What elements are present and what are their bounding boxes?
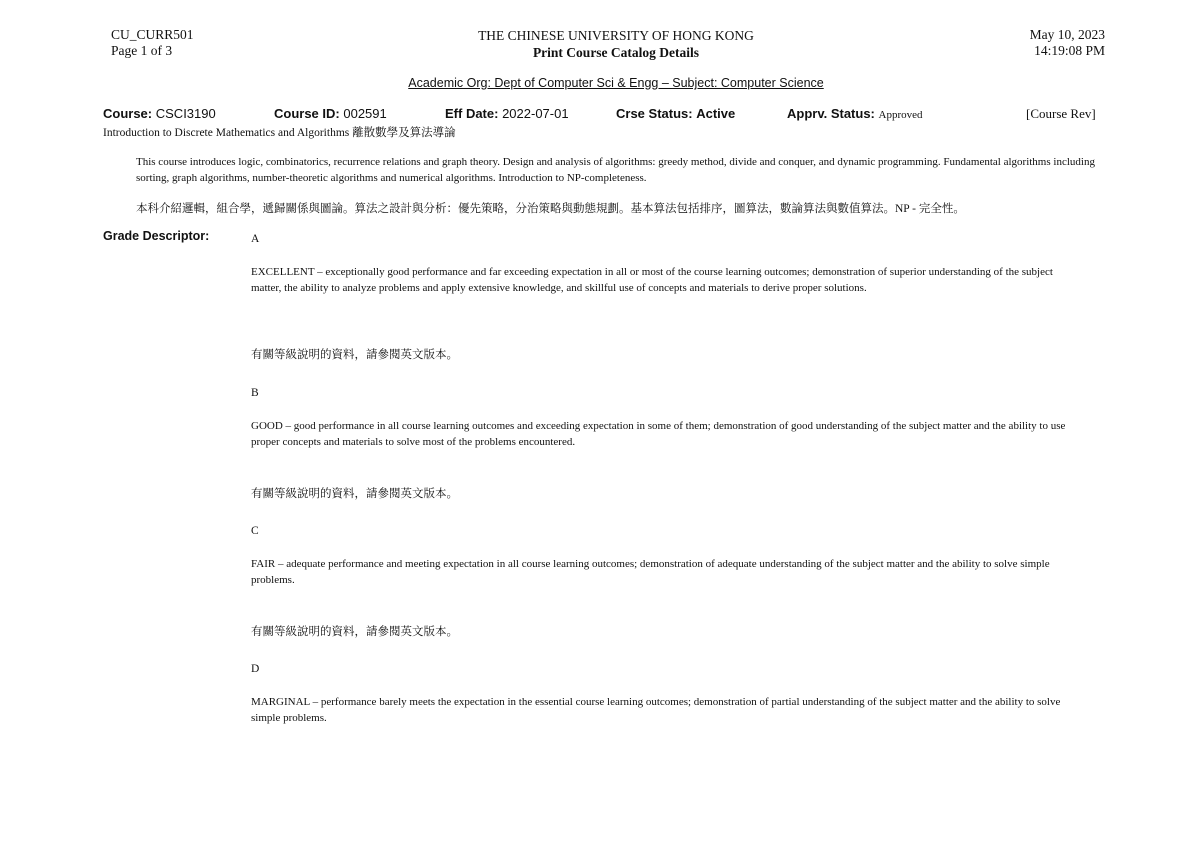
grade-descriptor-label: Grade Descriptor: bbox=[103, 229, 210, 243]
approval-status-value: Approved bbox=[878, 109, 923, 121]
institution-name: THE CHINESE UNIVERSITY OF HONG KONG bbox=[478, 28, 754, 43]
eff-date-value: 2022-07-01 bbox=[502, 106, 569, 121]
academic-org-line: Academic Org: Dept of Computer Sci & Engg – Subject: Computer Science bbox=[408, 76, 824, 90]
approval-status-field bbox=[787, 106, 923, 121]
course-id-field bbox=[274, 106, 387, 121]
grade-letter-a: A bbox=[251, 233, 260, 245]
course-status-field bbox=[616, 106, 735, 121]
course-code-label: Course: bbox=[103, 106, 153, 121]
report-header-left bbox=[111, 27, 194, 59]
eff-date-label: Eff Date: bbox=[445, 106, 499, 121]
report-title: Print Course Catalog Details bbox=[532, 45, 700, 60]
grade-letter-c: C bbox=[251, 525, 259, 537]
approval-status-label: Apprv. Status: bbox=[787, 106, 875, 121]
grade-text-a: EXCELLENT – exceptionally good performance and far exceeding expectation in all or most of the course learning outcomes; demonstration of superior understanding of the subject matter, the ability to analyze problems and apply extensive knowledge, and skillful use of concepts and materials to derive proper solutions. bbox=[251, 266, 1053, 294]
report-header-center bbox=[400, 27, 832, 61]
eff-date-field bbox=[445, 106, 569, 121]
page-number: Page 1 of 3 bbox=[111, 43, 173, 58]
report-header-right bbox=[900, 27, 1105, 59]
report-time: 14:19:08 PM bbox=[1034, 43, 1105, 58]
course-status-value: Active bbox=[696, 106, 736, 121]
course-description-zh: 本科介紹邏輯，組合學，遞歸關係與圖論。算法之設計與分析：優先策略，分治策略與動態規劃。基本算法包括排序，圖算法，數論算法與數值算法。NP - 完全性。 bbox=[136, 203, 965, 215]
grade-text-d: MARGINAL – performance barely meets the expectation in the essential course learning outcomes; demonstration of partial understanding of the subject matter and the ability to solve simple problems. bbox=[251, 696, 1061, 724]
course-description-en: This course introduces logic, combinatorics, recurrence relations and graph theory. Design and analysis of algorithms: greedy method, divide and conquer, and dynamic programming. Fundamental algorithms including sorting, graph algorithms, number-theoretic algorithms and numerical algorithms. Introduction to NP-completeness. bbox=[136, 156, 1095, 184]
report-date: May 10, 2023 bbox=[1029, 27, 1105, 42]
grade-letter-d: D bbox=[251, 663, 260, 675]
grade-letter-b: B bbox=[251, 387, 259, 399]
course-code-value: CSCI3190 bbox=[155, 106, 216, 121]
course-code-field bbox=[103, 106, 216, 121]
grade-zh-note-b: 有關等級說明的資料，請參閱英文版本。 bbox=[251, 488, 458, 500]
grade-zh-note-a: 有關等級說明的資料，請參閱英文版本。 bbox=[251, 349, 458, 361]
grade-text-b: GOOD – good performance in all course learning outcomes and exceeding expectation in some of them; demonstration of good understanding of the subject matter and the ability to use proper concepts and materials to solve most of the problems encountered. bbox=[251, 420, 1066, 448]
course-id-value: 002591 bbox=[343, 106, 387, 121]
grade-zh-note-c: 有關等級說明的資料，請參閱英文版本。 bbox=[251, 626, 458, 638]
course-status-label: Crse Status: bbox=[616, 106, 693, 121]
course-rev-link: [Course Rev] bbox=[1026, 106, 1096, 121]
course-title: Introduction to Discrete Mathematics and Algorithms 離散數學及算法導論 bbox=[103, 127, 456, 139]
grade-text-c: FAIR – adequate performance and meeting expectation in all course learning outcomes; demonstration of adequate understanding of the subject matter and the ability to solve simple problems. bbox=[251, 558, 1050, 586]
report-id: CU_CURR501 bbox=[111, 27, 194, 42]
course-id-label: Course ID: bbox=[274, 106, 340, 121]
